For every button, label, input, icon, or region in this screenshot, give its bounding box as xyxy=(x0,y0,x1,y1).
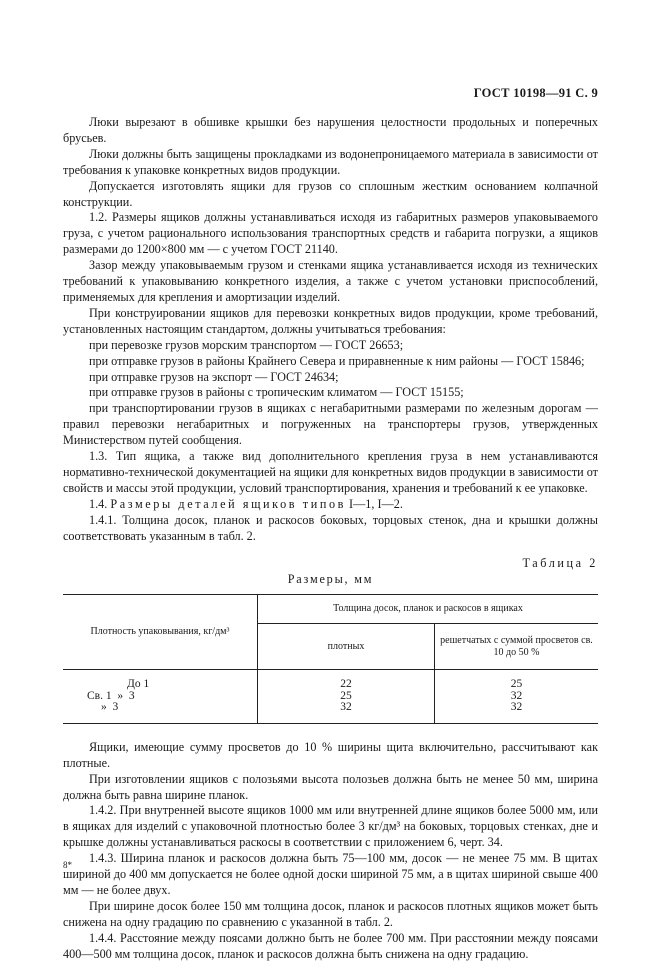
cell-lattice: 25 xyxy=(510,678,523,691)
section-number: 1.4. xyxy=(89,496,108,511)
section-types: I—1, I—2. xyxy=(349,496,403,511)
footer-mark: 8* xyxy=(63,860,72,870)
cell-dense: 22 xyxy=(258,679,435,691)
column-header-thickness: Толщина досок, планок и раскосов в ящиках xyxy=(258,595,599,624)
paragraph: Ящики, имеющие сумму просветов до 10 % ширины щита включительно, рассчитывают как плотные. xyxy=(63,739,598,770)
cell-lattice: 32 xyxy=(510,689,523,702)
page-header: ГОСТ 10198—91 С. 9 xyxy=(473,86,598,100)
paragraph: 1.2. Размеры ящиков должны устанавливаться исходя из габаритных размеров упаковываемого груза, с учетом рационального использования транспортных средств и габарита погрузки, а ящиков размерами до 1200×800 мм — с учетом ГОСТ 21140. xyxy=(63,210,598,257)
body-text xyxy=(63,115,598,962)
section-title: Размеры деталей ящиков типов xyxy=(110,496,346,511)
paragraph: 1.4.2. При внутренней высоте ящиков 1000 мм или внутренней длине ящиков более 5000 мм, или в ящиках для изделий с упаковочной плотностью более 3 кг/дм³ на боковых, торцовых стенках, дне и крышке должны устанавливаться раскосы в соответствии с приложением 6, черт. 34. xyxy=(63,803,598,850)
paragraph: при отправке грузов в районы с тропическим климатом — ГОСТ 15155; xyxy=(89,385,464,400)
paragraph: 1.4.3. Ширина планок и раскосов должна быть 75—100 мм, досок — не менее 75 мм. В щитах шириной до 400 мм допускается не более одной доски шириной 75 мм, а в щитах шириной свыше 400 мм — не более двух. xyxy=(63,851,598,897)
paragraph: Допускается изготовлять ящики для грузов со сплошным жестким основанием колпачной конструкции. xyxy=(63,178,598,209)
paragraph: Люки вырезают в обшивке крышки без нарушения целостности продольных и поперечных брусьев. xyxy=(63,115,598,145)
cell-dense: 25 xyxy=(258,691,435,703)
paragraph: при перевозке грузов морским транспортом — ГОСТ 26653; xyxy=(89,337,404,352)
paragraph: При конструировании ящиков для перевозки конкретных видов продукции, кроме требований, установленных настоящим стандартом, должны учитываться требования: xyxy=(63,305,598,336)
table-row xyxy=(63,702,598,714)
table-title: Размеры, мм xyxy=(287,572,374,587)
paragraph: при отправке грузов в районы Крайнего Севера и приравненные к ним районы — ГОСТ 15846; xyxy=(89,353,585,368)
paragraph: Зазор между упаковываемым грузом и стенками ящика устанавливается исходя из технических требований к упаковыванию конкретного изделия, а также с учетом установки приспособлений, применяемых для крепления и амортизации изделий. xyxy=(63,258,598,304)
paragraph: При изготовлении ящиков с полозьями высота полозьев должна быть не менее 50 мм, ширина должна быть равна ширине планок. xyxy=(63,771,598,802)
paragraph: при транспортировании грузов в ящиках с негабаритными размерами по железным дорогам — правил перевозки негабаритных и погруженных на транспортеры грузов, утвержденных Министерством путей сообщения. xyxy=(63,401,598,448)
cell-lattice: 32 xyxy=(510,701,523,714)
paragraph: 1.4.4. Расстояние между поясами должно быть не более 700 мм. При расстоянии между поясами 400—500 мм толщина досок, планок и раскосов должна быть снижена на одну градацию. xyxy=(63,930,598,961)
paragraph: 1.4.1. Толщина досок, планок и раскосов боковых, торцовых стенок, дна и крышки должны соответствовать указанным в табл. 2. xyxy=(63,512,598,543)
section-heading xyxy=(63,497,598,513)
paragraph: при отправке грузов на экспорт — ГОСТ 24634; xyxy=(89,369,339,384)
row-label: Св. 1 » 3 xyxy=(87,689,135,702)
column-header-lattice: решетчатых с суммой просветов св. 10 до 50 % xyxy=(435,624,599,670)
row-label: » 3 xyxy=(101,701,119,714)
cell-dense: 32 xyxy=(258,702,435,714)
table-caption: Таблица 2 xyxy=(522,556,598,571)
column-header-density: Плотность упаковывания, кг/дм³ xyxy=(63,595,258,670)
paragraph: При ширине досок более 150 мм толщина досок, планок и раскосов плотных ящиков может быть снижена на одну градацию по сравнению с указанной в табл. 2. xyxy=(63,898,598,929)
paragraph: Люки должны быть защищены прокладками из водонепроницаемого материала в зависимости от требования к упаковке конкретных видов продукции. xyxy=(63,146,598,177)
dimensions-table xyxy=(63,594,598,724)
paragraph: 1.3. Тип ящика, а также вид дополнительного крепления груза в нем устанавливаются нормативно-технической документацией на ящики для конкретных видов продукции в зависимости от свойств и массы этой продукции, условий транспортирования, хранения и требований к ее упаковке. xyxy=(63,449,598,495)
row-label: До 1 xyxy=(127,678,150,691)
column-header-dense: плотных xyxy=(258,624,435,670)
